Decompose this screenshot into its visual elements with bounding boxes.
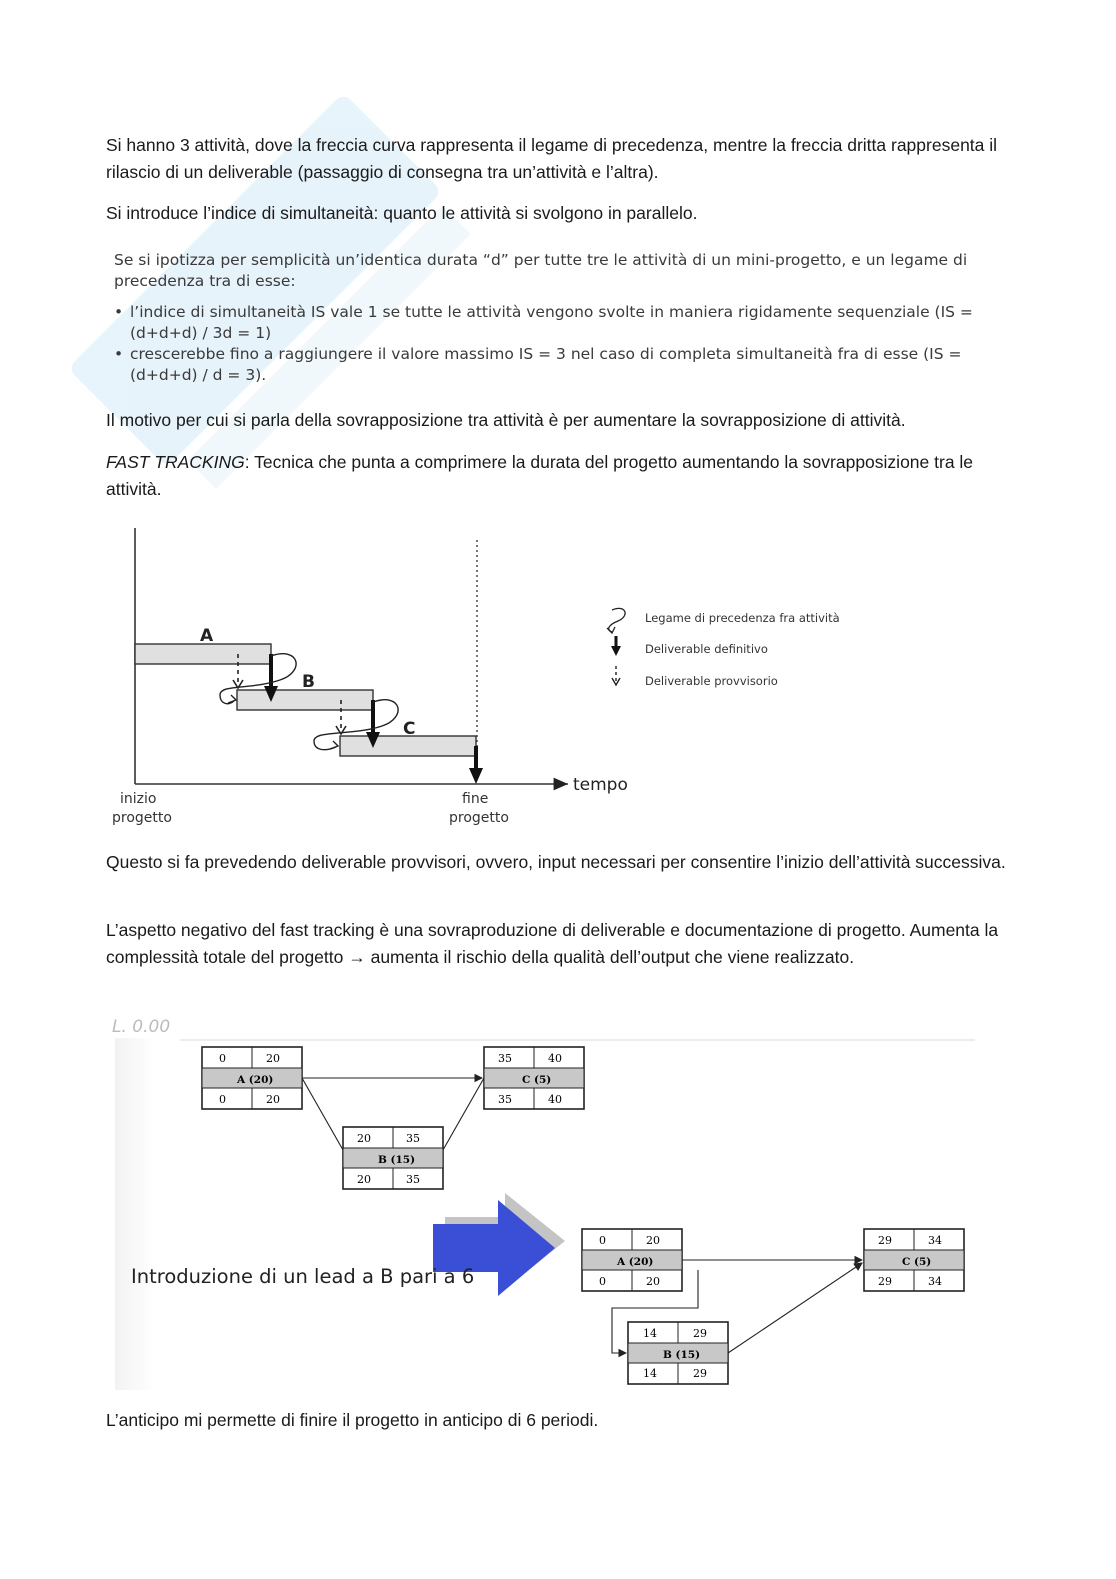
- node-c-before-label: C (5): [522, 1074, 552, 1086]
- lead-network-diagram: [100, 1010, 990, 1395]
- node-b-after-ls: 14: [643, 1367, 657, 1380]
- node-a-before-ef: 20: [266, 1052, 280, 1065]
- legend-label-precedence: Legame di precedenza fra attività: [645, 611, 840, 625]
- paragraph-provisional-deliverables: Questo si fa prevedendo deliverable provvisori, ovvero, input necessari per consentire l’inizio dell’attività successiva.: [106, 852, 1006, 872]
- start-label-line1: inizio: [120, 791, 157, 807]
- node-c-after-ef: 34: [928, 1234, 942, 1247]
- fast-tracking-definition: : Tecnica che punta a comprimere la durata del progetto aumentando la sovrapposizione tra le attività.: [106, 452, 974, 499]
- precedence-legend-icon: [609, 608, 625, 632]
- activity-bar-a: [135, 644, 271, 664]
- node-c-after: [864, 1229, 964, 1291]
- node-a-after-lf: 20: [646, 1275, 660, 1288]
- legend-label-definitive: Deliverable definitivo: [645, 642, 768, 656]
- node-a-after-ls: 0: [599, 1275, 606, 1288]
- node-a-after-es: 0: [599, 1234, 606, 1247]
- node-b-after-lf: 29: [693, 1367, 707, 1380]
- paragraph-activities: Si hanno 3 attività, dove la freccia curva rappresenta il legame di precedenza, mentre la freccia dritta rappresenta il rilascio di un deliverable (passaggio di consegna tra un’attività e l’altra).: [106, 135, 998, 182]
- definitive-deliverable-head-c: [469, 768, 483, 784]
- node-a-before-label: A (20): [237, 1074, 274, 1086]
- negative-aspect-text-1: L’aspetto negativo del fast tracking è una sovraproduzione di deliverable e documentazione di progetto. Aumenta la complessità totale del progetto: [106, 920, 999, 967]
- activity-bar-b: [237, 690, 373, 710]
- end-label-line1: fine: [462, 791, 489, 807]
- node-b-after-es: 14: [643, 1327, 657, 1340]
- node-a-before: [202, 1047, 302, 1109]
- node-c-after-lf: 34: [928, 1275, 942, 1288]
- node-b-before-es: 20: [357, 1132, 371, 1145]
- node-a-before-es: 0: [219, 1052, 226, 1065]
- term-fast-tracking: FAST TRACKING: [106, 452, 245, 472]
- paragraph-fast-tracking: [106, 449, 1006, 503]
- node-c-after-es: 29: [878, 1234, 892, 1247]
- node-c-before-es: 35: [498, 1052, 512, 1065]
- time-axis-label: tempo: [573, 775, 628, 795]
- legend: [607, 608, 840, 688]
- fast-tracking-diagram: [100, 520, 860, 840]
- node-a-after-ef: 20: [646, 1234, 660, 1247]
- activity-label-b: B: [302, 672, 315, 692]
- definitive-legend-head: [611, 646, 621, 656]
- handwritten-note: L. 0.00: [112, 1017, 171, 1037]
- node-c-after-ls: 29: [878, 1275, 892, 1288]
- link-a-b-before: [302, 1078, 343, 1150]
- node-a-after-label: A (20): [617, 1256, 654, 1268]
- screenshot-edge-shade: [115, 1038, 155, 1390]
- paragraph-simultaneity: Si introduce l’indice di simultaneità: quanto le attività si svolgono in parallelo.: [106, 203, 698, 223]
- quote-intro: Se si ipotizza per semplicità un’identica durata “d” per tutte tre le attività di un mini-progetto, e un legame di precedenza tra di esse:: [114, 251, 968, 290]
- node-b-after-ef: 29: [693, 1327, 707, 1340]
- node-b-before-lf: 35: [406, 1173, 420, 1186]
- node-b-before: [343, 1127, 443, 1189]
- end-label-line2: progetto: [449, 810, 509, 826]
- node-c-after-label: C (5): [902, 1256, 932, 1268]
- node-a-before-ls: 0: [219, 1093, 226, 1106]
- quoted-definition: [114, 250, 974, 386]
- node-b-before-ef: 35: [406, 1132, 420, 1145]
- node-b-after: [628, 1322, 728, 1384]
- start-label-line2: progetto: [112, 810, 172, 826]
- paragraph-negative-aspect: [106, 917, 1006, 971]
- node-b-before-label: B (15): [378, 1154, 416, 1166]
- precedence-head-b-c: [330, 741, 338, 749]
- node-b-before-ls: 20: [357, 1173, 371, 1186]
- node-b-after-label: B (15): [663, 1349, 701, 1361]
- activity-label-a: A: [200, 626, 214, 646]
- precedence-head-a-b: [228, 695, 236, 703]
- quote-bullet-2: • crescerebbe fino a raggiungere il valore massimo IS = 3 nel caso di completa simultaneità fra di esse (IS = (d+d+d) / d = 3).: [114, 344, 974, 386]
- node-a-before-lf: 20: [266, 1093, 280, 1106]
- quote-bullet-list: [114, 302, 974, 386]
- node-c-before-lf: 40: [548, 1093, 562, 1106]
- node-a-after: [582, 1229, 682, 1291]
- quote-bullet-1: • l’indice di simultaneità IS vale 1 se tutte le attività vengono svolte in maniera rigidamente sequenziale (IS = (d+d+d) / 3d = 1): [114, 302, 974, 344]
- legend-label-provisional: Deliverable provvisorio: [645, 674, 778, 688]
- negative-aspect-text-2: aumenta il rischio della qualità dell’output che viene realizzato.: [365, 947, 855, 967]
- arrow-right-icon: →: [348, 947, 366, 967]
- node-c-before-ef: 40: [548, 1052, 562, 1065]
- link-b-c-after: [728, 1263, 862, 1353]
- activity-bar-c: [340, 736, 476, 756]
- activity-label-c: C: [403, 719, 416, 739]
- node-c-before: [484, 1047, 584, 1109]
- paragraph-conclusion: L’anticipo mi permette di finire il progetto in anticipo di 6 periodi.: [106, 1410, 599, 1430]
- link-b-c-before: [443, 1078, 484, 1150]
- node-c-before-ls: 35: [498, 1093, 512, 1106]
- lead-label: Introduzione di un lead a B pari a 6: [131, 1265, 475, 1288]
- paragraph-overlap-reason: Il motivo per cui si parla della sovrapposizione tra attività è per aumentare la sovrapposizione di attività.: [106, 410, 906, 430]
